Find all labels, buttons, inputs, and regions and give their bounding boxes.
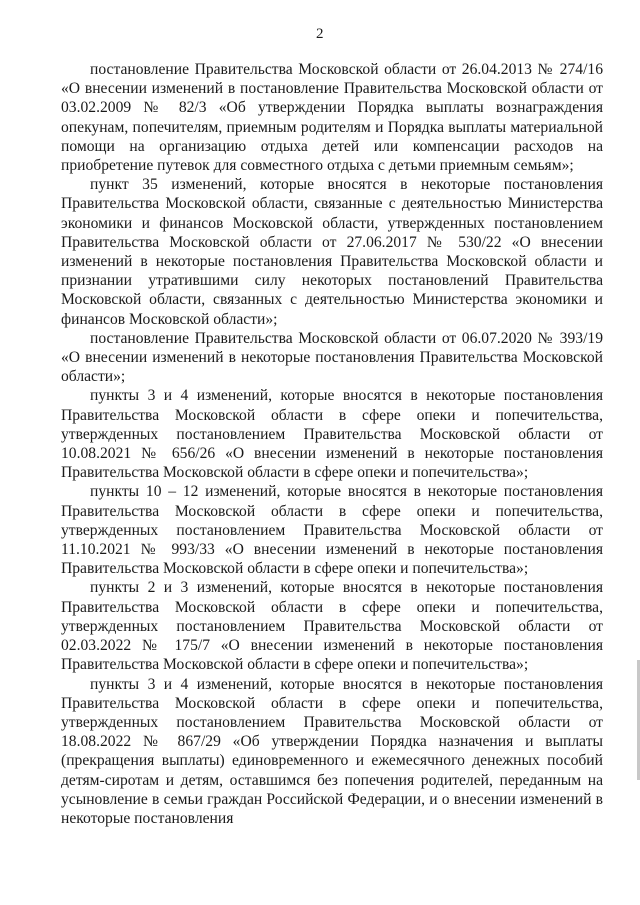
paragraph-resolution-656-26: пункты 3 и 4 изменений, которые вносятся в некоторые постановления Правительства Московской области в сфере опеки и попечительства, утвержденных постановлением Правительства Московской области от 10.08.2021 № 656/26 «О внесении изменений в некоторые постановления Правительства Московской области в сфере опеки и попечительства»; (61, 387, 603, 482)
paragraph-item-35: пункт 35 изменений, которые вносятся в некоторые постановления Правительства Московской области, связанные с деятельностью Министерства экономики и финансов Московской области, утвержденных постановлением Правительства Московской области от 27.06.2017 № 530/22 «О внесении изменений в некоторые постановления Правительства Московской области и признании утратившими силу некоторых постановлений Правительства Московской области, связанных с деятельностью Министерства экономики и финансов Московской области»; (61, 176, 603, 328)
document-body (61, 60, 603, 828)
page-number: 2 (316, 26, 324, 42)
paragraph-resolution-993-33: пункты 10 – 12 изменений, которые вносятся в некоторые постановления Правительства Московской области в сфере опеки и попечительства, утвержденных постановлением Правительства Московской области от 11.10.2021 № 993/33 «О внесении изменений в некоторые постановления Правительства Московской области в сфере опеки и попечительства»; (61, 483, 603, 578)
paragraph-resolution-867-29: пункты 3 и 4 изменений, которые вносятся в некоторые постановления Правительства Московской области в сфере опеки и попечительства, утвержденных постановлением Правительства Московской области от 18.08.2022 № 867/29 «Об утверждении Порядка назначения и выплаты (прекращения выплаты) единовременного и ежемесячного денежных пособий детям-сиротам и детям, оставшимся без попечения родителей, переданным на усыновление в семьи граждан Российской Федерации, и о внесении изменений в некоторые постановления (61, 675, 603, 827)
paragraph-resolution-175-7: пункты 2 и 3 изменений, которые вносятся в некоторые постановления Правительства Московской области в сфере опеки и попечительства, утвержденных постановлением Правительства Московской области от 02.03.2022 № 175/7 «О внесении изменений в некоторые постановления Правительства Московской области в сфере опеки и попечительства»; (61, 579, 603, 674)
paragraph-resolution-274-16: постановление Правительства Московской области от 26.04.2013 № 274/16 «О внесении изменений в постановление Правительства Московской области от 03.02.2009 № 82/3 «Об утверждении Порядка выплаты вознаграждения опекунам, попечителям, приемным родителям и Порядка выплаты материальной помощи на организацию отдыха детей или компенсации расходов на приобретение путевок для совместного отдыха с детьми приемным семьям»; (61, 61, 603, 175)
paragraph-resolution-393-19: постановление Правительства Московской области от 06.07.2020 № 393/19 «О внесении изменений в некоторые постановления Правительства Московской области»; (61, 329, 603, 386)
